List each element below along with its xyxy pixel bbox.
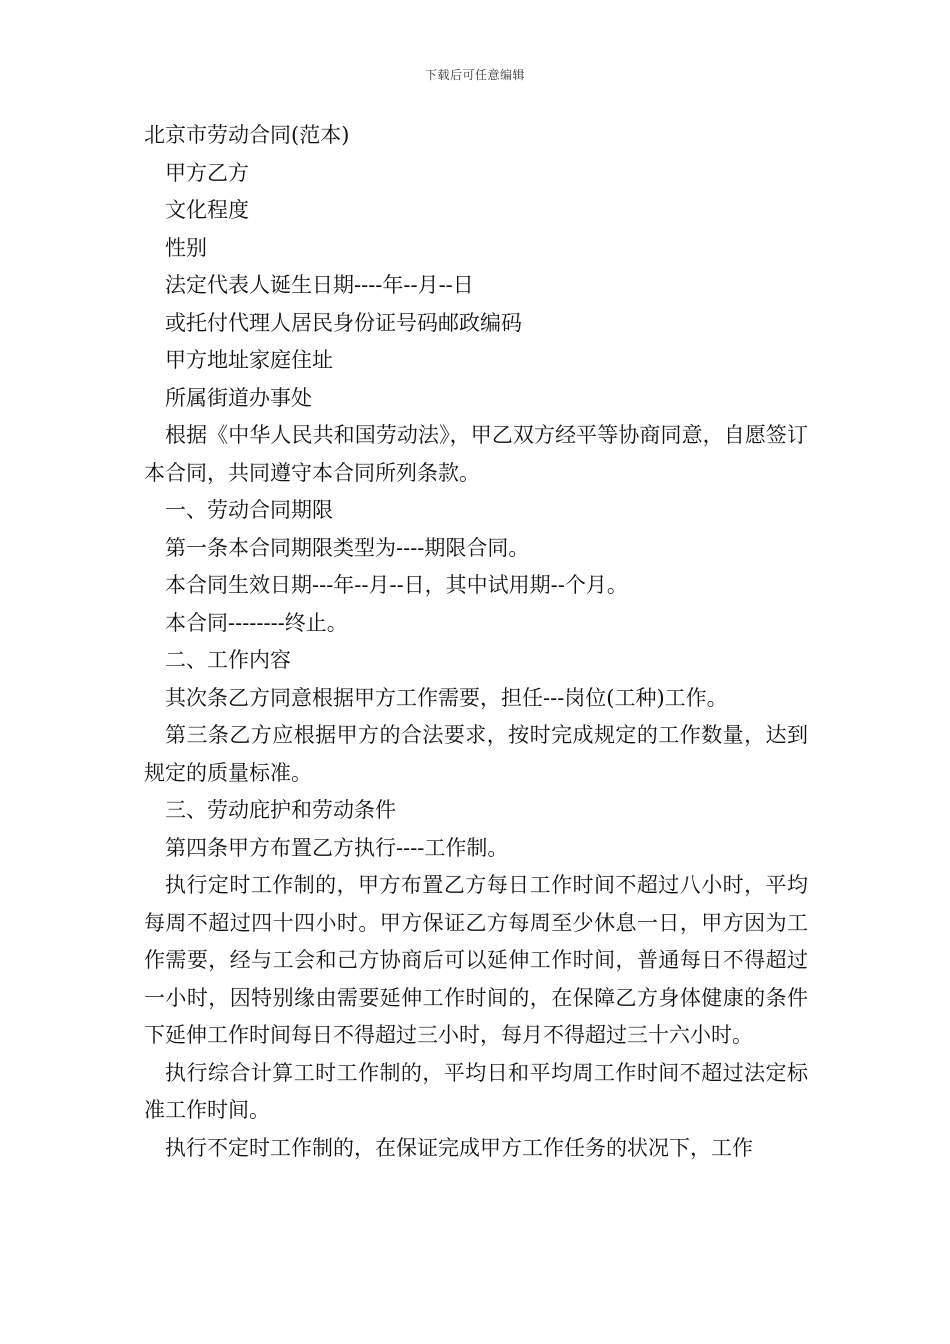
preamble-paragraph: 根据《中华人民共和国劳动法》，甲乙双方经平等协商同意，自愿签订本合同，共同遵守本合同所列条款。 (144, 423, 808, 485)
comprehensive-hours-paragraph: 执行综合计算工时工作制的，平均日和平均周工作时间不超过法定标准工作时间。 (144, 1060, 808, 1122)
page-header-note: 下载后可任意编辑 (424, 68, 525, 82)
address-line: 甲方地址家庭住址 (165, 348, 333, 372)
section-heading-term: 一、劳动合同期限 (165, 498, 333, 522)
party-names-line: 甲方乙方 (165, 160, 249, 185)
document-title: 北京市劳动合同(范本) (144, 123, 350, 147)
document-body (144, 117, 808, 1167)
effective-date-line: 本合同生效日期---年--月--日，其中试用期--个月。 (165, 573, 628, 597)
section-heading-work-content: 二、工作内容 (165, 648, 291, 672)
gender-line: 性别 (165, 235, 207, 260)
section-heading-labor-protection: 三、劳动庇护和劳动条件 (165, 798, 396, 822)
flexible-hours-paragraph: 执行不定时工作制的，在保证完成甲方工作任务的状况下，工作 (165, 1135, 753, 1160)
education-line: 文化程度 (165, 198, 249, 222)
agent-id-postcode-line: 或托付代理人居民身份证号码邮政编码 (165, 310, 522, 335)
article-3: 第三条乙方应根据甲方的合法要求，按时完成规定的工作数量，达到规定的质量标准。 (144, 723, 808, 785)
article-2: 其次条乙方同意根据甲方工作需要，担任---岗位(工种)工作。 (165, 685, 728, 710)
representative-birthdate-line: 法定代表人诞生日期----年--月--日 (165, 273, 474, 297)
fixed-hours-paragraph: 执行定时工作制的，甲方布置乙方每日工作时间不超过八小时，平均每周不超过四十四小时。甲方保证乙方每周至少休息一日，甲方因为工作需要，经与工会和己方协商后可以延伸工作时间，普通每日不得超过一小时，因特别缘由需要延伸工作时间的，在保障乙方身体健康的条件下延伸工作时间每日不得超过三小时，每月不得超过三十六小时。 (144, 873, 808, 1047)
termination-line: 本合同--------终止。 (165, 610, 348, 635)
article-1: 第一条本合同期限类型为----期限合同。 (165, 535, 530, 560)
street-office-line: 所属街道办事处 (165, 385, 312, 410)
article-4: 第四条甲方布置乙方执行----工作制。 (165, 835, 509, 860)
